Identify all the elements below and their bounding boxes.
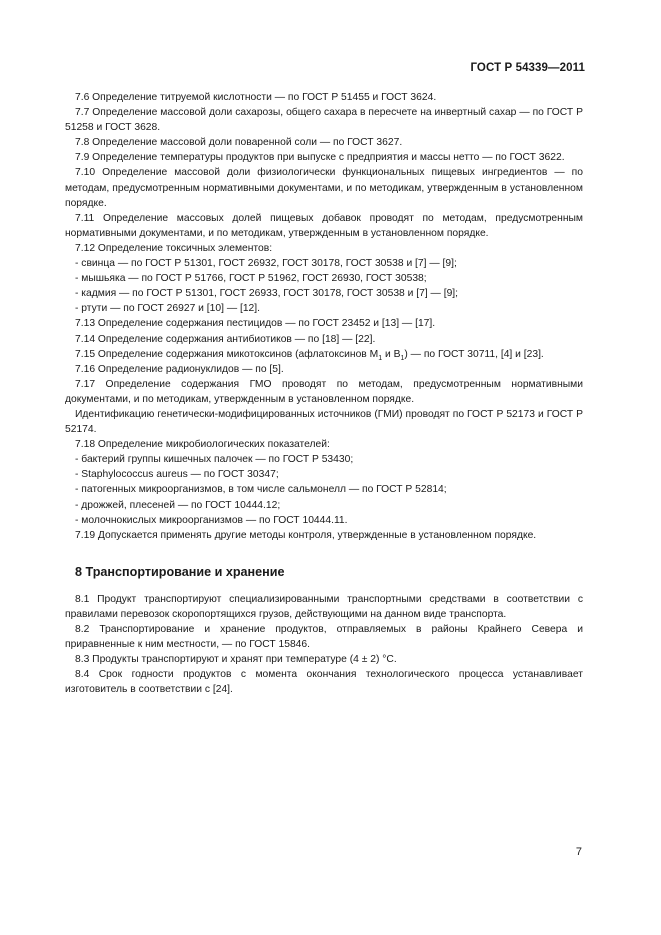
paragraph: - Staphylococcus aureus — по ГОСТ 30347; xyxy=(75,469,279,481)
page-number: 7 xyxy=(575,846,582,858)
paragraph: - бактерий группы кишечных палочек — по ГОСТ Р 53430; xyxy=(75,454,354,466)
document-number-header: ГОСТ Р 54339—2011 xyxy=(470,62,585,74)
paragraph: - мышьяка — по ГОСТ Р 51766, ГОСТ Р 51962, ГОСТ 26930, ГОСТ 30538; xyxy=(75,273,427,285)
paragraph: 8.3 Продукты транспортируют и хранят при температуре (4 ± 2) °С. xyxy=(75,654,397,666)
paragraph: 7.10 Определение массовой доли физиологически функциональных пищевых ингредиентов — по методам, предусмотренным нормативными документами, и по методикам, утвержденным в установленном порядке. xyxy=(65,167,583,209)
subscript: 1 xyxy=(378,354,383,362)
paragraph: 7.18 Определение микробиологических показателей: xyxy=(75,439,330,451)
text-run: 7.15 Определение содержания микотоксинов (афлатоксинов М xyxy=(75,348,379,360)
paragraph: 8.1 Продукт транспортируют специализированными транспортными средствами в соответствии с правилами перевозок скоропортящихся грузов, действующими на данном виде транспорта. xyxy=(65,593,583,620)
page-body xyxy=(65,90,583,697)
paragraph: 7.19 Допускается применять другие методы контроля, утвержденные в установленном порядке. xyxy=(75,529,537,541)
paragraph: - патогенных микроорганизмов, в том числе сальмонелл — по ГОСТ Р 52814; xyxy=(75,484,447,496)
paragraph-7-15 xyxy=(65,347,583,362)
paragraph: Идентификацию генетически-модифицированных источников (ГМИ) проводят по ГОСТ Р 52173 и ГОСТ Р 52174. xyxy=(65,408,583,436)
paragraph: 8.2 Транспортирование и хранение продуктов, отправляемых в районы Крайнего Севера и приравненные к ним местности, — по ГОСТ 15846. xyxy=(65,624,583,651)
paragraph: 7.11 Определение массовых долей пищевых добавок проводят по методам, предусмотренным нормативными документами, и по методикам, утвержденным в установленном порядке. xyxy=(65,212,583,239)
paragraph: - молочнокислых микроорганизмов — по ГОСТ 10444.11. xyxy=(75,514,348,526)
paragraph: 7.12 Определение токсичных элементов: xyxy=(75,242,273,254)
paragraph: - дрожжей, плесеней — по ГОСТ 10444.12; xyxy=(75,499,281,511)
paragraph: 7.9 Определение температуры продуктов при выпуске с предприятия и массы нетто — по ГОСТ 3622. xyxy=(75,152,565,164)
paragraph: 7.6 Определение титруемой кислотности — по ГОСТ Р 51455 и ГОСТ 3624. xyxy=(75,92,437,103)
text-run: ) — по ГОСТ 30711, [4] и [23]. xyxy=(404,348,544,360)
paragraph: 8.4 Срок годности продуктов с момента окончания технологического процесса устанавливает изготовитель в соответствии с [24]. xyxy=(65,669,583,696)
text-run: и В xyxy=(382,348,401,360)
paragraph: 7.8 Определение массовой доли поваренной соли — по ГОСТ 3627. xyxy=(75,137,403,149)
paragraph: 7.17 Определение содержания ГМО проводят по методам, предусмотренным нормативными документами, и по методикам, утвержденным в установленном порядке. xyxy=(65,378,583,405)
subscript: 1 xyxy=(400,354,405,362)
paragraph: 7.14 Определение содержания антибиотиков — по [18] — [22]. xyxy=(75,333,376,345)
paragraph: 7.16 Определение радионуклидов — по [5]. xyxy=(75,363,284,375)
paragraph: 7.7 Определение массовой доли сахарозы, общего сахара в пересчете на инвертный сахар — по ГОСТ Р 51258 и ГОСТ 3628. xyxy=(65,107,583,134)
paragraph: 7.13 Определение содержания пестицидов — по ГОСТ 23452 и [13] — [17]. xyxy=(75,318,436,330)
paragraph: - кадмия — по ГОСТ Р 51301, ГОСТ 26933, ГОСТ 30178, ГОСТ 30538 и [7] — [9]; xyxy=(75,288,459,300)
section-8-title: 8 Транспортирование и хранение xyxy=(75,564,285,579)
paragraph: - ртути — по ГОСТ 26927 и [10] — [12]. xyxy=(75,303,261,315)
paragraph: - свинца — по ГОСТ Р 51301, ГОСТ 26932, ГОСТ 30178, ГОСТ 30538 и [7] — [9]; xyxy=(75,258,457,270)
